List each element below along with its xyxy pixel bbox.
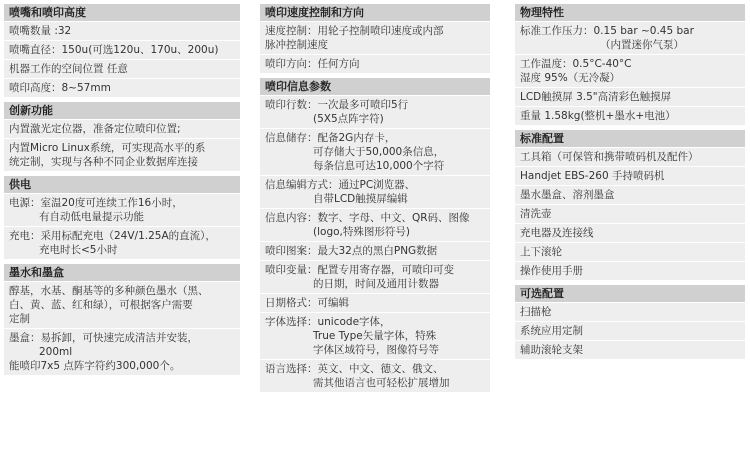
spec-row [515, 341, 745, 359]
spec-row [515, 205, 745, 223]
section-title: 物理特性 [515, 4, 745, 21]
column-middle [260, 4, 490, 397]
spec-row [515, 148, 745, 166]
spec-text: 上下滚轮 [520, 246, 562, 258]
section-title: 供电 [4, 176, 240, 193]
spec-text: (logo,特殊图形符号) [313, 226, 410, 238]
spec-row [260, 209, 490, 241]
spec-text: 内置激光定位器，准备定位喷印位置; [9, 123, 181, 135]
spec-row [260, 96, 490, 128]
ink-section [4, 264, 240, 375]
spec-row [4, 329, 240, 375]
spec-row [4, 120, 240, 138]
spec-text: 喷印行数：一次最多可喷印5行 [265, 99, 409, 111]
spec-text: 字体区域符号，图像符号等 [313, 344, 439, 356]
spec-row [4, 60, 240, 78]
spec-text: 标准工作压力：0.15 bar ~0.45 bar [520, 25, 694, 37]
spec-row [4, 79, 240, 97]
spec-text: 操作使用手册 [520, 265, 583, 277]
spec-text: 工作温度：0.5°C-40°C [520, 58, 632, 70]
spec-text: 电源：室温20度可连续工作16小时， [9, 197, 183, 209]
spec-text: 喷印方向：任何方向 [265, 58, 360, 70]
spec-text: 日期格式：可编辑 [265, 297, 349, 309]
spec-text: 每条信息可达10,000个字符 [313, 160, 445, 172]
spec-text: 充电器及连接线 [520, 227, 594, 239]
spec-text: 自带LCD触摸屏编辑 [313, 193, 408, 205]
spec-text: 可存储大于50,000条信息， [313, 146, 445, 158]
nozzle-section [4, 4, 240, 97]
column-left [4, 4, 240, 380]
physical-section [515, 4, 745, 125]
spec-text: 定制 [9, 313, 30, 325]
spec-row [4, 139, 240, 171]
spec-text: 需其他语言也可轻松扩展增加 [313, 377, 450, 389]
spec-text: 墨水墨盒、溶剂墨盒 [520, 189, 615, 201]
speed-section [260, 4, 490, 73]
spec-text: 喷印高度：8~57mm [9, 82, 111, 94]
spec-text: 机器工作的空间位置 任意 [9, 63, 128, 75]
spec-text: 脉冲控制速度 [265, 39, 328, 51]
spec-row [260, 313, 490, 359]
spec-row [515, 107, 745, 125]
spec-text: 工具箱（可保管和携带喷码机及配件） [520, 151, 699, 163]
spec-text: （内置迷你气泵） [600, 39, 684, 51]
section-title: 可选配置 [515, 285, 745, 302]
spec-text: 充电时长<5小时 [39, 244, 118, 256]
section-title: 创新功能 [4, 102, 240, 119]
spec-text: 内置Micro Linux系统，可实现高水平的系 [9, 142, 206, 154]
section-title: 喷印信息参数 [260, 78, 490, 95]
spec-text: 墨盒：易拆卸，可快速完成清洁并安装， [9, 332, 198, 344]
spec-text: 重量 1.58kg(整机+墨水+电池） [520, 110, 676, 122]
standard-section [515, 130, 745, 280]
spec-row [4, 194, 240, 226]
spec-text: True Type矢量字体，特殊 [313, 330, 437, 342]
section-title: 墨水和墨盒 [4, 264, 240, 281]
spec-row [515, 303, 745, 321]
spec-row [515, 224, 745, 242]
spec-row [260, 261, 490, 293]
spec-row [260, 22, 490, 54]
spec-row [4, 22, 240, 40]
spec-row [4, 227, 240, 259]
spec-text: 系统应用定制 [520, 325, 583, 337]
spec-text: 能喷印7x5 点阵字符约300,000个。 [9, 360, 181, 372]
spec-text: 喷印变量：配置专用寄存器，可喷印可变 [265, 264, 454, 276]
spec-row [260, 242, 490, 260]
spec-text: 喷嘴直径：150u(可选120u、170u、200u) [9, 44, 219, 56]
spec-text: 有自动低电量提示功能 [39, 211, 144, 223]
spec-row [515, 262, 745, 280]
spec-row [515, 22, 745, 54]
innovation-section [4, 102, 240, 171]
spec-text: 语言选择：英文、中文、德文、俄文、 [265, 363, 444, 375]
spec-row [4, 282, 240, 328]
spec-row [260, 360, 490, 392]
spec-text: 清洗壶 [520, 208, 552, 220]
spec-text: (5X5点阵字符) [313, 113, 384, 125]
spec-text: Handjet EBS-260 手持喷码机 [520, 170, 665, 182]
spec-text: 统定制，实现与各种不同企业数据库连接 [9, 156, 198, 168]
spec-text: 白、黄、蓝、红和绿），可根据客户需要 [9, 299, 193, 311]
section-title: 标准配置 [515, 130, 745, 147]
spec-text: 喷印图案：最大32点的黑白PNG数据 [265, 245, 438, 257]
spec-row [515, 186, 745, 204]
section-title: 喷印速度控制和方向 [260, 4, 490, 21]
spec-text: LCD触摸屏 3.5"高清彩色触摸屏 [520, 91, 672, 103]
spec-row [260, 294, 490, 312]
info-section [260, 78, 490, 392]
spec-row [260, 55, 490, 73]
spec-text: 信息储存：配备2G内存卡， [265, 132, 396, 144]
optional-section [515, 285, 745, 359]
spec-text: 信息内容：数字、字母、中文、QR码、图像 [265, 212, 470, 224]
spec-text: 信息编辑方式：通过PC浏览器、 [265, 179, 416, 191]
spec-text: 辅助滚轮支架 [520, 344, 583, 356]
spec-row [515, 243, 745, 261]
spec-text: 速度控制：用轮子控制喷印速度或内部 [265, 25, 444, 37]
power-section [4, 176, 240, 259]
spec-row [4, 41, 240, 59]
spec-text: 醇基，水基、酮基等的多种颜色墨水（黑、 [9, 285, 209, 297]
column-right [515, 4, 745, 364]
spec-text: 字体选择：unicode字体， [265, 316, 391, 328]
spec-row [515, 55, 745, 87]
spec-text: 扫描枪 [520, 306, 552, 318]
spec-text: 湿度 95%（无冷凝） [520, 72, 621, 84]
spec-text: 的日期，时间及通用计数器 [313, 278, 439, 290]
section-title: 喷嘴和喷印高度 [4, 4, 240, 21]
spec-row [515, 167, 745, 185]
spec-row [260, 176, 490, 208]
spec-row [515, 88, 745, 106]
spec-text: 喷嘴数量 :32 [9, 25, 72, 37]
spec-text: 200ml [39, 346, 73, 358]
spec-row [515, 322, 745, 340]
spec-text: 充电：采用标配充电（24V/1.25A的直流）， [9, 230, 216, 242]
spec-row [260, 129, 490, 175]
